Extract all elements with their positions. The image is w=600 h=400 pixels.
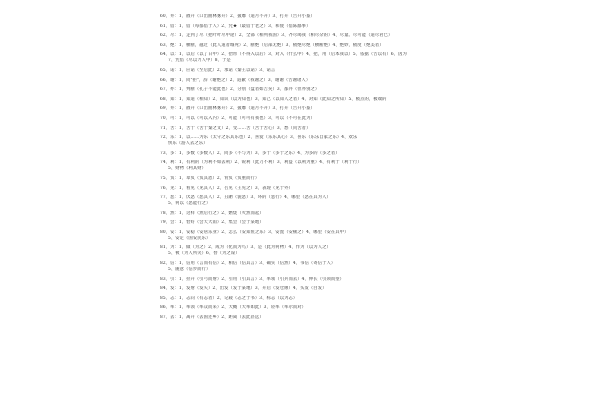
entry-continuation: 5、随意（信步而行） [168,267,211,273]
entry-text: 81、为：1、做（为之）2、成为（化而为鸟）3、是（此为何物）4、作为（以为人之） [160,245,331,251]
entry-continuation: 5、安定（国安民乐） [168,235,211,241]
entry-text: 76、见：1、看见（见其人）2、召见（王见之）3、表现（见于外） [160,185,293,191]
entry-text: 84、发：1、发射（发矢）2、出发（发于某地）3、开启（发仓廪）4、头发（白发） [160,286,327,292]
entry-continuation: 7、凭借（尽以力人中）8、于是 [168,58,231,64]
entry-text: 63、绝：1、横断，越过（此人道者城死）2、断绝（后部无绝）3、极绝尽绝（横断绝）4、绝妙，极度（绝美者） [160,42,384,48]
entry-text: 71、苦：1、苦于（苦于秦之文）2、受……苦（苦于苦心）3、愁（问苦者） [160,125,311,131]
entry-text: 65、诺：1、应诺（至后此）2、承诺（秦王以诺）3、诺言 [160,67,276,73]
entry-text: 70、可：1、可以（可以入内）2、可能（可可有我也）3、可以（不可在此为） [160,115,315,121]
entry-text: 80、安：1、安稳（安居乐业）2、怎么（安知鱼之乐）3、安置（安顿之）4、哪里（安在其中） [160,229,349,235]
entry-text: 62、尽：1、走到了尽（把叶叶尽中途）2、全部（相列我国）3、齐尽竭我（相尽杂的）4、尽量。尽可能（道尽君已） [160,33,393,39]
entry-text: 61、借：1、借（每都借于人）2、凭★（最借于老之）3、和使（借陈鄙事） [160,23,311,29]
entry-continuation: 5、何以（恶能行之） [168,201,211,207]
entry-text: 69、井：1、散开（口出曲林雾开）2、披靡（道月不开）3、打开（告升小篆） [160,106,315,112]
entry-text: 74、利：1、有利的（为利不如去利）2、锐利（此刀不利）3、利益（以利为重）4、有利于（利于行） [160,160,362,166]
entry-item [160,315,460,321]
entry-text: 66、谢：1、同"拒"，辞（谢绝之）2、道歉（我谢之）3、谢谢（告谢诸人） [160,77,311,83]
entry-text: 87、去：1、离开（去国还乡）2、距离（去此甚远） [160,315,264,321]
entry-text: 79、会：1、恰好（会天大雨）2、集会（会于某地） [160,220,264,226]
entry-text: 72、乐：1、以……为乐（太守之乐其乐也）2、喜爱（乐乐其心）3、喜乐（乐乐自家之乐）4、欢乐 [160,135,358,141]
entry-text: 75、负：1、辜负（负其恩）2、背负（负重而行） [160,175,260,181]
entry-text: 60、井：1、散开（口出曲林雾开）2、披靡（道月不开）3、打开（告升小篆） [160,14,315,19]
entry-item [160,135,460,147]
entry-item [160,230,460,242]
entry-item [160,245,460,257]
entry-text: 83、引：1、拉开（引弓而射）2、引用（引其言）3、率领（引兵而去）4、伸长（引颈而望） [160,276,345,282]
entry-text: 68、知：1、知道（相知）2、知识（以为知也）3、知己（以知人之者）4、对知（此知之所知）5、极点的，极端的 [160,96,387,102]
entry-item [160,195,460,207]
entry-text: 73、多：1、多数（多数人）2、同多（不与为）3、多于（多于之乐）4、为多的（多之者） [160,150,340,156]
entry-text: 85、志：1、志向（有志者）2、记载（志之于书）3、标志（以为志） [160,295,298,301]
entry-item [160,160,460,172]
entry-text: 82、信：1、信用（言而有信）2、相信（信其言）3、确实（信然）4、书信（寄信于人） [160,261,336,267]
entry-text: 64、以：1、以后（以了日中）2、拾带（不得入以后）3、对入（什么中）4、把，用（后本我以）5、依据（告以有）6、因为 [160,52,407,58]
entry-item [160,52,460,64]
entry-text: 86、率：1、率领（率众而来）2、大概（大率如此）3、轻率（率尔而对） [160,305,307,311]
entry-text: 67、亦：1、判断（孔子不能此也）2、分别（盘者如吉矣）3、都并（但亦别之） [160,87,320,93]
entry-continuation: 5、被（为人所笑）6、替（为之谋） [168,251,240,257]
entry-item [160,261,460,273]
entry-continuation: 快乐（游人去之乐） [168,141,208,147]
entry-text: 78、然：1、这样（然后行之）2、燃烧（火然而起） [160,210,264,216]
entry-continuation: 5、财物（利其财） [168,166,207,172]
entry-list [160,14,460,321]
entry-text: 77、恶：1、厌恶（恶其人）2、丑陋（貌恶）3、坏的（恶行）4、哪里（恶在其为人） [160,195,331,201]
